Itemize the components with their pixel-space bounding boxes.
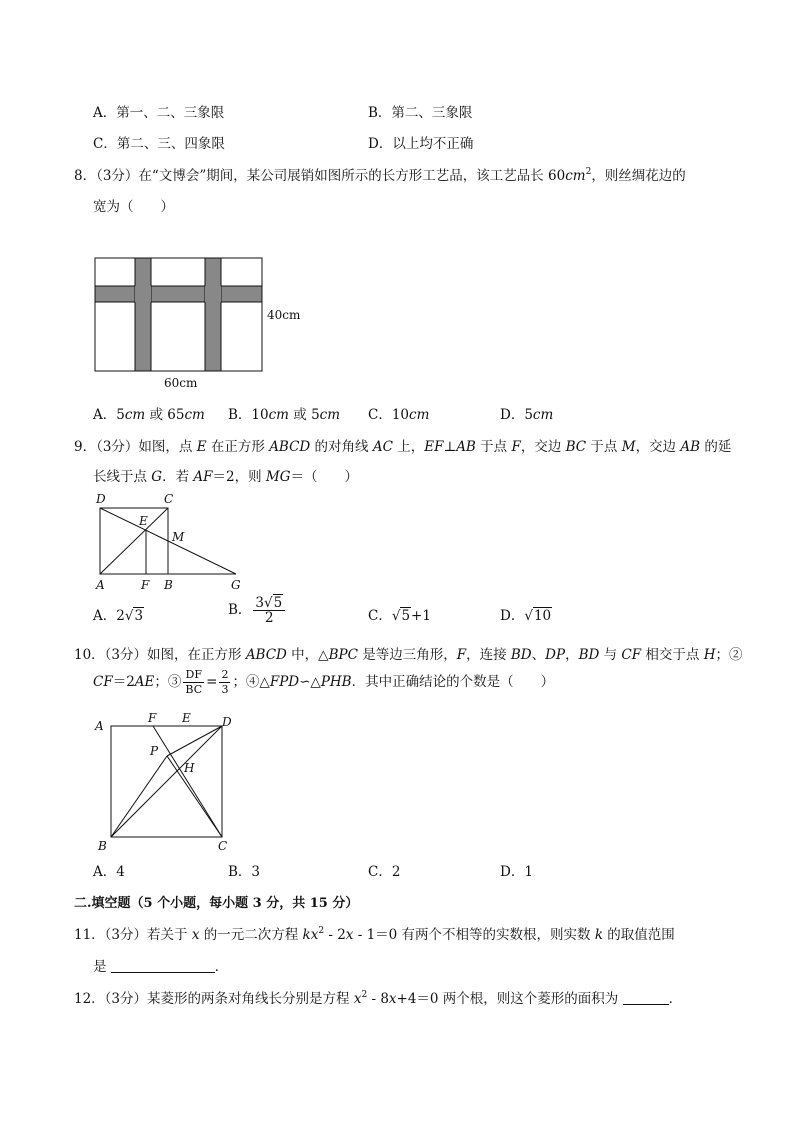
q8-height-label: 40cm	[267, 308, 301, 322]
section-heading: 二.填空题（5 个小题，每小题 3 分，共 15 分）	[74, 896, 359, 911]
q8-option-d: D．5cm	[500, 407, 554, 423]
q12-stem-line1: 12．（3分）某菱形的两条对角线长分别是方程 $x^2 - 8x+4=0$ 两个根，则这个菱形的面积为 ．	[74, 990, 683, 1007]
q9-figure	[90, 490, 250, 596]
q10-option-a: A．4	[93, 864, 125, 880]
svg-text:E: E	[182, 711, 191, 725]
svg-text:F: F	[141, 578, 150, 592]
q9-option-d: D．√10	[500, 608, 552, 624]
svg-text:P: P	[150, 744, 159, 758]
svg-text:B: B	[164, 578, 173, 592]
q8-vertical-band-right	[205, 258, 221, 371]
q8-figure	[90, 252, 320, 392]
svg-text:A: A	[96, 578, 105, 592]
q9-diagonal-ac	[100, 508, 168, 574]
q7-option-c: C．第二、三、四象限	[93, 136, 225, 152]
q8-option-c: C．10cm	[368, 407, 430, 423]
q8-option-a: A．5cm 或 65cm	[93, 407, 205, 423]
svg-text:F: F	[148, 711, 157, 725]
q7-option-d: D．以上均不正确	[368, 136, 474, 152]
q10-segment-cp	[167, 756, 222, 837]
svg-text:C: C	[164, 492, 174, 506]
q10-option-c: C．2	[368, 864, 401, 880]
q11-answer-blank	[111, 972, 215, 973]
q9-option-b: B． $\frac{3√5}{2}$	[228, 596, 287, 625]
q10-segment-fc	[153, 726, 222, 837]
q9-stem-line2: 长线于点 G．若 AF＝2，则 MG＝（ ）	[93, 469, 359, 485]
q10-diagonal-bd	[111, 726, 222, 837]
q7-option-b: B．第二、三象限	[368, 105, 473, 121]
q9-option-c: C．√5+1	[368, 608, 431, 624]
q12-answer-blank	[623, 1004, 669, 1005]
q8-horizontal-band	[95, 286, 262, 302]
q8-option-b: B．10cm 或 5cm	[228, 407, 341, 423]
svg-text:B: B	[98, 839, 107, 853]
svg-text:E: E	[139, 514, 148, 528]
q8-stem-line2: 宽为（ ）	[93, 199, 174, 215]
svg-text:G: G	[231, 578, 241, 592]
q7-option-a: A．第一、二、三象限	[93, 105, 225, 121]
svg-text:M: M	[172, 530, 185, 544]
q8-vertical-band-left	[135, 258, 151, 371]
q10-segment-pd	[167, 726, 222, 756]
q10-stem-line2: CF＝2AE；③ $\frac{DF}{BC}$ = $\frac{2}{3}$ ；④△FPD∽△PHB．其中正确结论的个数是（ ）	[93, 668, 555, 696]
svg-text:D: D	[222, 715, 232, 729]
q10-option-d: D．1	[500, 864, 533, 880]
svg-text:H: H	[184, 761, 195, 775]
q11-stem-line2: 是 ．	[93, 959, 229, 975]
q10-stem-line1: 10．（3分）如图，在正方形 ABCD 中，△BPC 是等边三角形，F，连接 BD、DP，BD 与 CF 相交于点 H；②	[74, 647, 743, 663]
svg-text:C: C	[218, 839, 228, 853]
q8-stem-line1: 8．（3分）在“文博会”期间，某公司展销如图所示的长方形工艺品，该工艺品长 $60cm^2$，则丝绸花边的	[74, 167, 686, 184]
svg-text:A: A	[95, 719, 104, 733]
q9-stem-line1: 9．（3分）如图，点 E 在正方形 ABCD 的对角线 AC 上，EF⊥AB 于点 F，交边 BC 于点 M，交边 AB 的延	[74, 439, 732, 455]
q11-stem-line1: 11．（3分）若关于 x 的一元二次方程 $kx^2 - 2x - 1=0$ 有两个不相等的实数根，则实数 k 的取值范围	[74, 926, 675, 943]
q10-segment-bp	[111, 756, 167, 837]
q10-figure	[90, 708, 250, 856]
svg-text:D: D	[96, 492, 106, 506]
q8-width-label: 60cm	[164, 376, 198, 390]
q9-option-a: A．2√3	[93, 608, 144, 624]
q10-option-b: B．3	[228, 864, 261, 880]
q8-outer-rect	[95, 258, 262, 371]
